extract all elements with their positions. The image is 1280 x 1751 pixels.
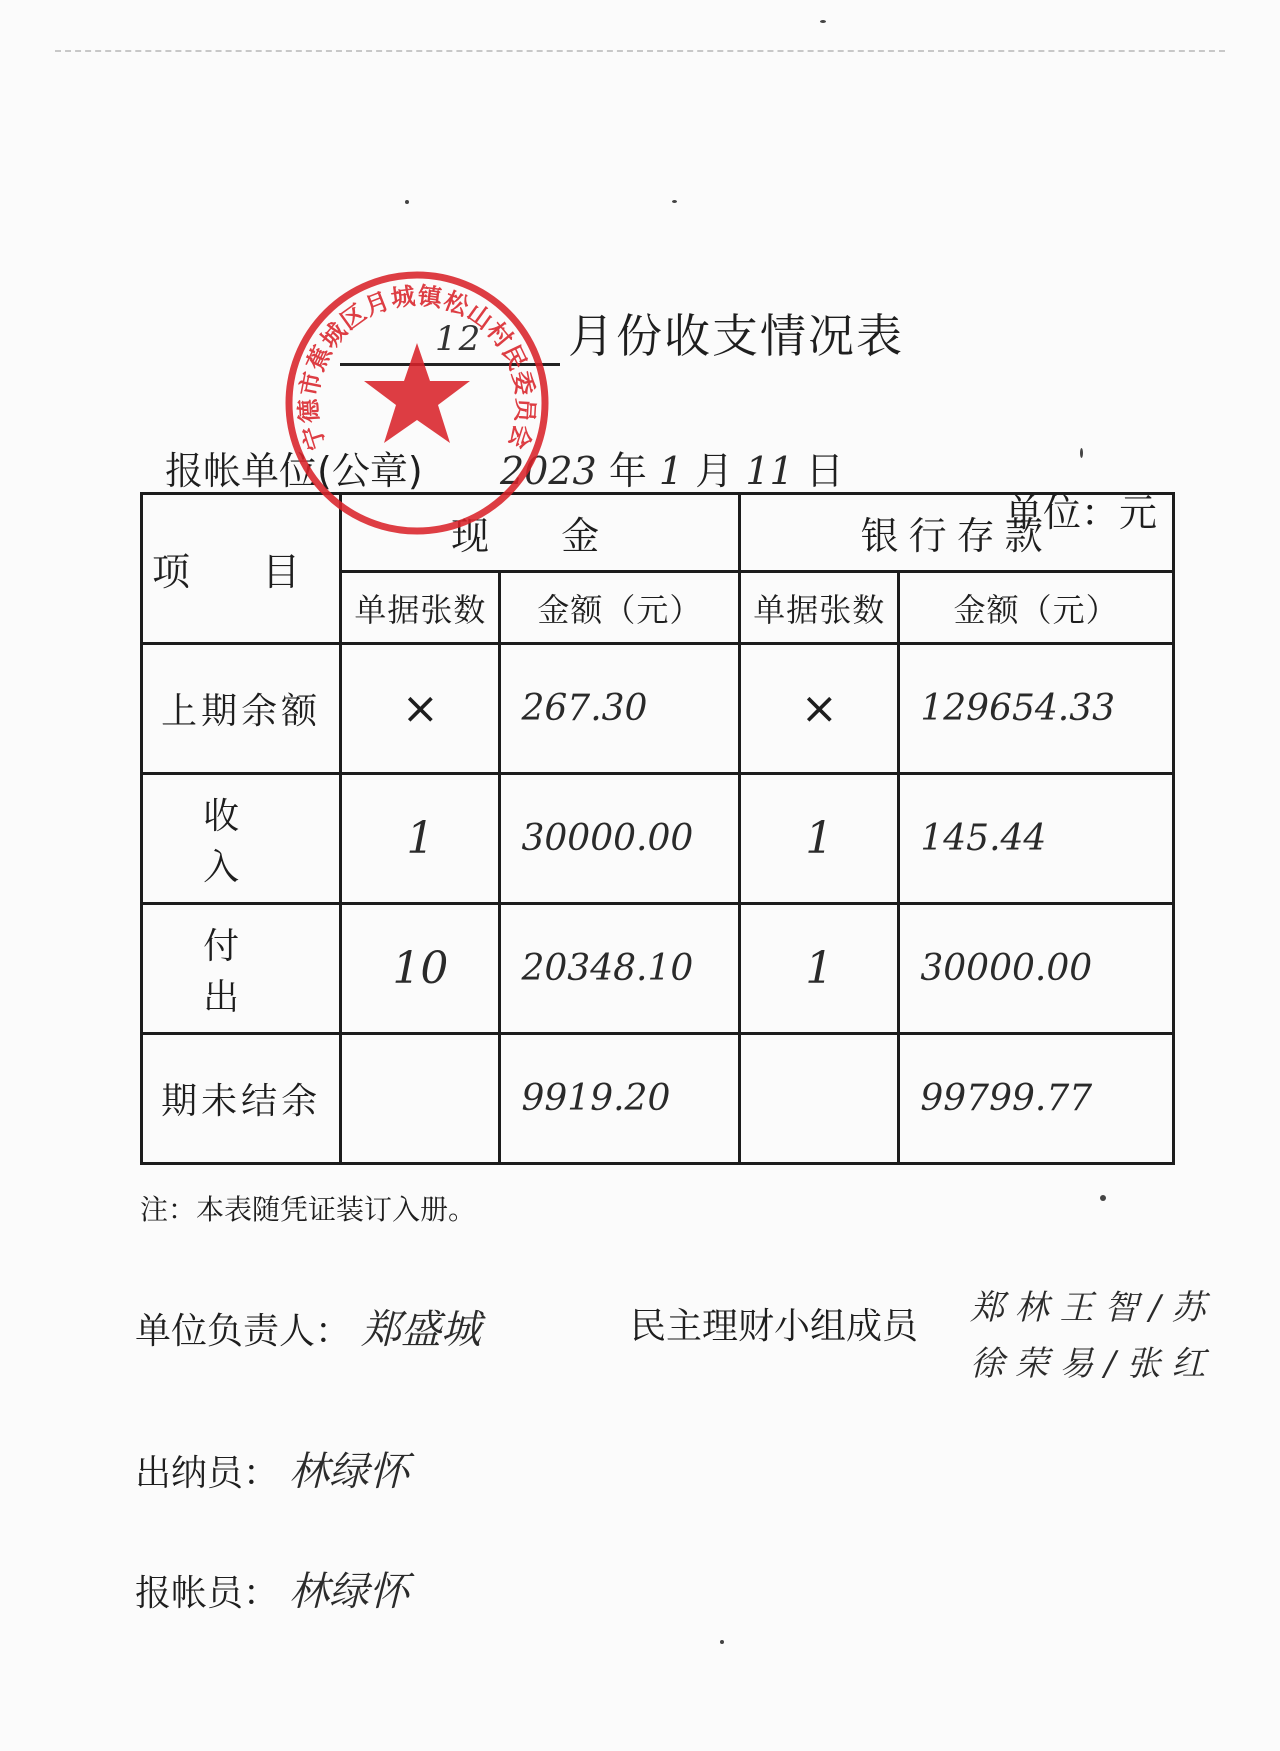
cashier-label: 出纳员： [135,1453,280,1494]
cash-amount: 30000.00 [500,774,740,904]
cash-count: 10 [341,904,500,1034]
group-names: 郑 林 王 智 / 苏 徐 荣 易 / 张 红 [970,1288,1206,1384]
leader-signature [135,1298,481,1355]
table-row [142,774,1174,904]
bank-count: 1 [740,774,899,904]
reporter-label: 报帐员： [135,1573,280,1614]
scan-speck [405,200,409,204]
table-row [142,1034,1174,1164]
bank-count: 1 [740,904,899,1034]
bank-amount: 30000.00 [899,904,1174,1034]
bank-amount: 145.44 [899,774,1174,904]
cash-count-header: 单据张数 [341,572,500,644]
bank-amount-header: 金额（元） [899,572,1174,644]
group-label: 民主理财小组成员 [630,1306,919,1347]
date-day-word: 日 [805,449,844,493]
seal-text: 宁德市蕉城区月城镇松山村民委员会 [294,281,540,454]
scan-speck [720,1640,724,1644]
reporter-signature [135,1560,409,1617]
cash-amount-header: 金额（元） [500,572,740,644]
row-label: 期未结余 [142,1034,341,1164]
date-month-word: 月 [695,449,734,493]
scan-speck [820,20,826,23]
date-month: 1 [658,449,684,493]
top-divider [55,50,1225,52]
bank-count: × [740,644,899,774]
bank-count-header: 单据张数 [740,572,899,644]
star-icon [364,343,470,443]
scan-speck [1100,1195,1106,1201]
table-row [142,904,1174,1034]
scan-speck [672,200,677,203]
bank-count [740,1034,899,1164]
cash-amount: 267.30 [500,644,740,774]
report-unit-label: 报帐单位(公章) [165,449,423,493]
date-day: 11 [745,449,794,493]
bank-amount: 99799.77 [899,1034,1174,1164]
currency-unit: 单位：元 [1005,491,1158,535]
reporter-name: 林绿怀 [289,1569,410,1615]
cashier-signature [135,1440,409,1497]
row-label: 收 入 [142,774,341,904]
scan-speck [1080,448,1083,458]
table-row [142,644,1174,774]
cash-count [341,1034,500,1164]
row-label: 上期余额 [142,644,341,774]
title-text: 月份收支情况表 [568,309,904,363]
bank-header: 银行存款 [740,494,1174,572]
official-seal [282,268,552,538]
date-year: 2023 [500,449,597,493]
bank-amount: 129654.33 [899,644,1174,774]
income-expense-table [140,492,1175,1165]
cash-header: 现 金 [341,494,740,572]
item-header: 项 目 [142,494,341,644]
cash-count: × [341,644,500,774]
cashier-name: 林绿怀 [289,1449,410,1495]
table-note: 注：本表随凭证装订入册。 [140,1193,477,1226]
cash-amount: 20348.10 [500,904,740,1034]
leader-label: 单位负责人： [135,1311,352,1352]
row-label: 付 出 [142,904,341,1034]
seal-graphic [289,275,545,531]
cash-amount: 9919.20 [500,1034,740,1164]
date-year-word: 年 [608,449,647,493]
leader-name: 郑盛城 [361,1307,482,1353]
month-value: 12 [435,319,483,359]
cash-count: 1 [341,774,500,904]
